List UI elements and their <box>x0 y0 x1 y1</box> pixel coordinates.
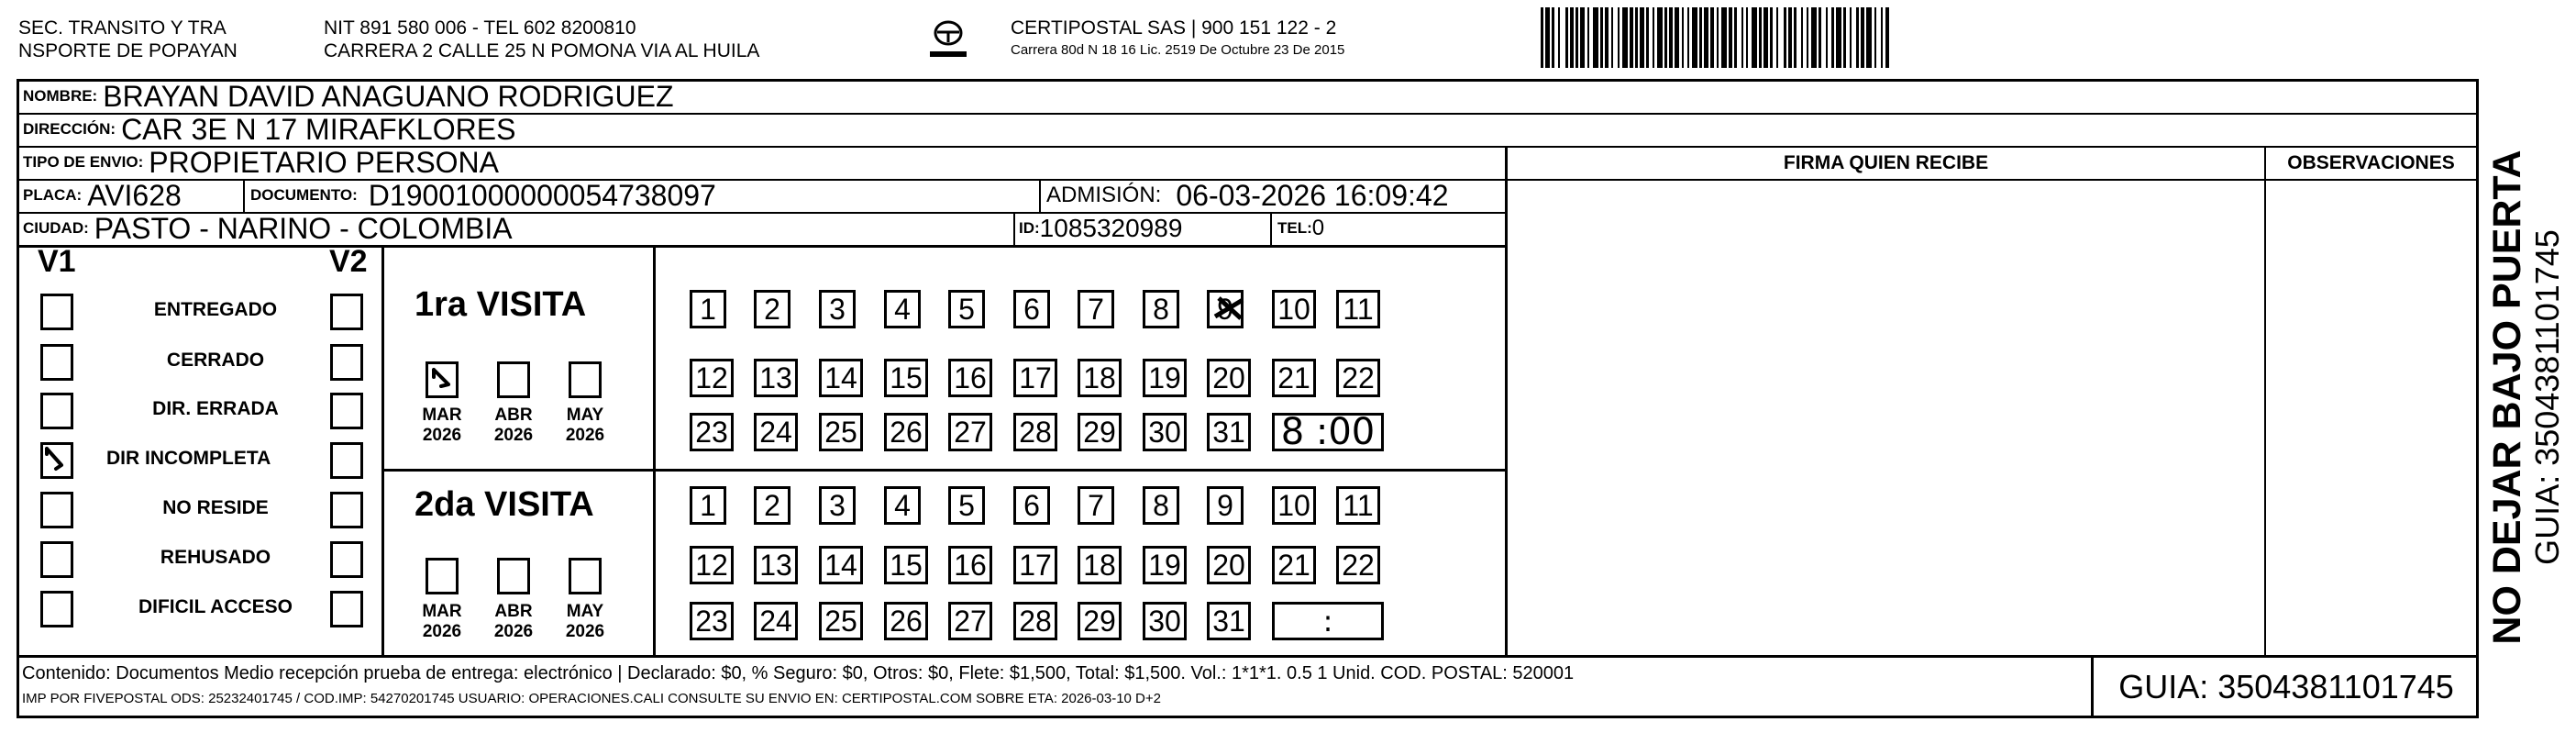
visit1-month-label-1: ABR <box>494 405 533 425</box>
visit1-day-7[interactable]: 7 <box>1078 290 1114 328</box>
document-label: DOCUMENTO: <box>250 186 358 204</box>
v1-checkbox-4[interactable] <box>40 492 73 528</box>
visit2-year-label-2: 2026 <box>565 622 605 641</box>
visit1-month-box-0[interactable] <box>426 361 459 398</box>
visit2-day-27[interactable]: 27 <box>948 602 992 640</box>
courier-line-1: CERTIPOSTAL SAS | 900 151 122 - 2 <box>1011 17 1337 39</box>
visit1-month-box-2[interactable] <box>569 361 602 398</box>
visit1-day-24[interactable]: 24 <box>754 413 798 451</box>
courier-logo-icon <box>926 20 970 62</box>
v1-checkbox-5[interactable] <box>40 541 73 578</box>
visit2-day-19[interactable]: 19 <box>1143 546 1187 584</box>
visit1-day-29[interactable]: 29 <box>1078 413 1122 451</box>
v2-checkbox-1[interactable] <box>330 344 363 381</box>
sender-line-1: SEC. TRANSITO Y TRA <box>18 17 227 39</box>
visit1-day-28[interactable]: 28 <box>1013 413 1057 451</box>
visit1-year-label-1: 2026 <box>493 426 534 445</box>
visit1-day-18[interactable]: 18 <box>1078 359 1122 397</box>
visit1-day-22[interactable]: 22 <box>1336 359 1380 397</box>
nit-line-2: CARRERA 2 CALLE 25 N POMONA VIA AL HUILA <box>324 40 760 61</box>
plate-row <box>19 178 1505 214</box>
document-value: D19001000000054738097 <box>368 178 716 212</box>
visit2-day-13[interactable]: 13 <box>754 546 798 584</box>
check-mark-icon <box>43 445 71 476</box>
visit1-day-17[interactable]: 17 <box>1013 359 1057 397</box>
visit1-day-19[interactable]: 19 <box>1143 359 1187 397</box>
v2-header: V2 <box>329 244 368 279</box>
visit2-month-box-0[interactable] <box>426 558 459 594</box>
footer-content-line: Contenido: Documentos Medio recepción prueba de entrega: electrónico | Declarado: $0, % Seguro: $0, Otros: $0, Flete: $1,500, Total: $1,500. Vol.: 1*1*1. 0.5 1 Unid. COD. POSTAL: 520001 <box>22 663 1575 683</box>
visit1-month-box-1[interactable] <box>497 361 530 398</box>
visit1-month-0 <box>415 405 470 446</box>
visit2-day-10[interactable]: 10 <box>1272 486 1316 525</box>
visit2-day-3[interactable]: 3 <box>819 486 856 525</box>
visit1-month-label-2: MAY <box>566 405 604 425</box>
cross-mark-icon <box>1210 293 1250 326</box>
visit1-day-30[interactable]: 30 <box>1143 413 1187 451</box>
visit1-day-6[interactable]: 6 <box>1013 290 1050 328</box>
visit1-day-5[interactable]: 5 <box>948 290 985 328</box>
visit2-month-box-2[interactable] <box>569 558 602 594</box>
visit2-day-30[interactable]: 30 <box>1143 602 1187 640</box>
visit2-time-box[interactable]: : <box>1272 602 1384 640</box>
visit2-day-14[interactable]: 14 <box>819 546 863 584</box>
id-value: 1085320989 <box>1039 214 1183 242</box>
visit2-day-15[interactable]: 15 <box>884 546 928 584</box>
name-label: NOMBRE: <box>23 87 98 105</box>
visit1-day-10[interactable]: 10 <box>1272 290 1316 328</box>
visit1-day-13[interactable]: 13 <box>754 359 798 397</box>
city-row <box>19 211 1505 248</box>
city-label: CIUDAD: <box>23 219 89 237</box>
courier-line-2: Carrera 80d N 18 16 Lic. 2519 De Octubre 23 De 2015 <box>1011 42 1345 58</box>
visit2-day-24[interactable]: 24 <box>754 602 798 640</box>
visit1-day-1[interactable]: 1 <box>690 290 726 328</box>
status-label-2: DIR. ERRADA <box>152 398 279 419</box>
plate-label: PLACA: <box>23 186 83 204</box>
footer-guia: GUIA: 3504381101745 <box>2091 658 2479 716</box>
visit2-year-label-1: 2026 <box>493 622 534 641</box>
check-mark-icon <box>428 364 456 395</box>
id-label: ID: <box>1019 219 1040 237</box>
visit1-title: 1ra VISITA <box>415 285 587 324</box>
visit1-day-20[interactable]: 20 <box>1207 359 1251 397</box>
visit2-day-16[interactable]: 16 <box>948 546 992 584</box>
visit2-month-label-2: MAY <box>566 602 604 621</box>
signature-area[interactable] <box>1508 181 2264 655</box>
visit1-year-label-2: 2026 <box>565 426 605 445</box>
type-row <box>19 145 1505 181</box>
shipment-type: PROPIETARIO PERSONA <box>149 145 499 179</box>
visit1-day-11[interactable]: 11 <box>1336 290 1380 328</box>
visit2-month-0 <box>415 602 470 642</box>
status-label-3: DIR INCOMPLETA <box>106 448 271 469</box>
v2-checkbox-5[interactable] <box>330 541 363 578</box>
visit2-day-7[interactable]: 7 <box>1078 486 1114 525</box>
recipient-address: CAR 3E N 17 MIRAFKLORES <box>121 112 516 146</box>
status-label-0: ENTREGADO <box>153 299 278 320</box>
sender-line-2: NSPORTE DE POPAYAN <box>18 40 238 61</box>
nit-line-1: NIT 891 580 006 - TEL 602 8200810 <box>324 17 636 39</box>
no-leave-under-door-warning: NO DEJAR BAJO PUERTA <box>2485 150 2529 645</box>
visit2-day-8[interactable]: 8 <box>1143 486 1179 525</box>
visit2-day-22[interactable]: 22 <box>1336 546 1380 584</box>
visit2-month-2 <box>558 602 613 642</box>
visit2-month-1 <box>486 602 541 642</box>
name-row <box>19 79 2476 115</box>
visit2-day-26[interactable]: 26 <box>884 602 928 640</box>
admission-label: ADMISIÓN: <box>1046 183 1162 207</box>
tel-value: 0 <box>1311 216 1325 240</box>
v2-checkbox-3[interactable] <box>330 442 363 479</box>
v1-checkbox-0[interactable] <box>40 294 73 330</box>
visit2-month-box-1[interactable] <box>497 558 530 594</box>
visit1-day-14[interactable]: 14 <box>819 359 863 397</box>
visit2-day-6[interactable]: 6 <box>1013 486 1050 525</box>
visit2-day-18[interactable]: 18 <box>1078 546 1122 584</box>
status-label-1: CERRADO <box>166 350 265 371</box>
v1-checkbox-1[interactable] <box>40 344 73 381</box>
signature-title: FIRMA QUIEN RECIBE <box>1508 148 2264 181</box>
visit1-month-1 <box>486 405 541 446</box>
recipient-name: BRAYAN DAVID ANAGUANO RODRIGUEZ <box>103 79 674 113</box>
admission-value: 06-03-2026 16:09:42 <box>1176 178 1449 212</box>
visit2-month-label-0: MAR <box>422 602 462 621</box>
v1-header: V1 <box>38 244 76 279</box>
visit2-day-12[interactable]: 12 <box>690 546 734 584</box>
footer-print-line: IMP POR FIVEPOSTAL ODS: 25232401745 / COD.IMP: 54270201745 USUARIO: OPERACIONES.CALI CONSULTE SU ENVIO EN: CERTIPOSTAL.COM SOBRE ETA: 2026-03-10 D+2 <box>22 691 1161 706</box>
visit2-day-4[interactable]: 4 <box>884 486 921 525</box>
side-guia: GUIA: 3504381101745 <box>2528 229 2566 565</box>
visit1-day-16[interactable]: 16 <box>948 359 992 397</box>
visit2-day-2[interactable]: 2 <box>754 486 790 525</box>
v1-checkbox-3[interactable] <box>40 442 73 479</box>
status-label-5: REHUSADO <box>160 547 271 568</box>
visit2-year-label-0: 2026 <box>422 622 462 641</box>
city-value: PASTO - NARINO - COLOMBIA <box>94 211 513 245</box>
observations-area[interactable] <box>2266 181 2476 655</box>
observations-title: OBSERVACIONES <box>2266 148 2476 181</box>
tel-label: TEL: <box>1277 219 1312 237</box>
visit1-day-9[interactable]: 9 <box>1207 290 1244 328</box>
v2-checkbox-4[interactable] <box>330 492 363 528</box>
visit1-year-label-0: 2026 <box>422 426 462 445</box>
v2-checkbox-6[interactable] <box>330 591 363 627</box>
v1-checkbox-2[interactable] <box>40 393 73 429</box>
visit1-month-label-0: MAR <box>422 405 462 425</box>
v2-checkbox-2[interactable] <box>330 393 363 429</box>
visit1-day-31[interactable]: 31 <box>1207 413 1251 451</box>
visit1-day-23[interactable]: 23 <box>690 413 734 451</box>
status-label-6: DIFICIL ACCESO <box>138 596 293 617</box>
visit2-title: 2da VISITA <box>415 485 594 524</box>
visit1-day-2[interactable]: 2 <box>754 290 790 328</box>
visit2-month-label-1: ABR <box>494 602 533 621</box>
status-label-4: NO RESIDE <box>162 497 269 518</box>
visit1-day-8[interactable]: 8 <box>1143 290 1179 328</box>
visit2-day-9[interactable]: 9 <box>1207 486 1244 525</box>
visit2-day-1[interactable]: 1 <box>690 486 726 525</box>
type-label: TIPO DE ENVIO: <box>23 153 144 171</box>
barcode <box>1541 7 2201 68</box>
visit1-day-25[interactable]: 25 <box>819 413 863 451</box>
visit1-time-box[interactable]: 8 :00 <box>1272 413 1384 451</box>
visit2-day-23[interactable]: 23 <box>690 602 734 640</box>
visit1-month-2 <box>558 405 613 446</box>
visit2-day-31[interactable]: 31 <box>1207 602 1251 640</box>
visit1-day-3[interactable]: 3 <box>819 290 856 328</box>
v1-checkbox-6[interactable] <box>40 591 73 627</box>
visit1-day-27[interactable]: 27 <box>948 413 992 451</box>
visit2-day-28[interactable]: 28 <box>1013 602 1057 640</box>
address-label: DIRECCIÓN: <box>23 120 116 138</box>
address-row <box>19 112 2476 148</box>
visit1-day-21[interactable]: 21 <box>1272 359 1316 397</box>
visit1-day-26[interactable]: 26 <box>884 413 928 451</box>
visit2-day-20[interactable]: 20 <box>1207 546 1251 584</box>
visit2-day-5[interactable]: 5 <box>948 486 985 525</box>
plate-value: AVI628 <box>87 178 182 212</box>
visit2-day-11[interactable]: 11 <box>1336 486 1380 525</box>
visit1-day-4[interactable]: 4 <box>884 290 921 328</box>
visit2-day-29[interactable]: 29 <box>1078 602 1122 640</box>
visit2-day-25[interactable]: 25 <box>819 602 863 640</box>
visit1-day-12[interactable]: 12 <box>690 359 734 397</box>
visit2-day-17[interactable]: 17 <box>1013 546 1057 584</box>
visit2-day-21[interactable]: 21 <box>1272 546 1316 584</box>
visit1-day-15[interactable]: 15 <box>884 359 928 397</box>
v2-checkbox-0[interactable] <box>330 294 363 330</box>
